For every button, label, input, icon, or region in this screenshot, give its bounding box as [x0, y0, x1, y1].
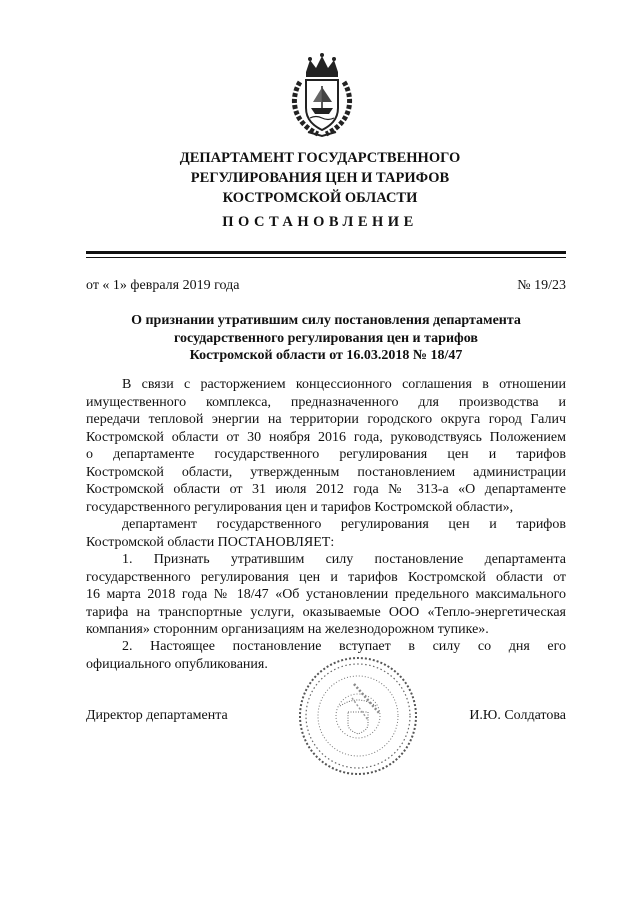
paragraph-line: Костромской области от 30 ноября 2016 года, руководствуясь Положением: [86, 429, 566, 445]
preamble-paragraph: [86, 376, 566, 516]
document-type-heading: ПОСТАНОВЛЕНИЕ: [222, 214, 418, 230]
resolution-intro-paragraph: [86, 516, 566, 551]
document-subject: [100, 312, 552, 365]
paragraph-line: официального опубликования.: [86, 656, 268, 672]
clause-1-paragraph: [86, 551, 566, 639]
paragraph-line: о департаменте государственного регулирования цен и тарифов: [86, 447, 566, 462]
paragraph-line: компания» сторонним организациям на железнодорожном тупике».: [86, 622, 489, 637]
paragraph-line: государственного регулирования цен и тарифов Костромской области»,: [86, 499, 514, 515]
subject-line: О признании утратившим силу постановления департамента: [131, 313, 521, 328]
header-divider-thick: [86, 251, 566, 254]
document-date: от « 1» февраля 2019 года: [86, 278, 240, 293]
official-seal: [296, 654, 420, 778]
paragraph-line: 16 марта 2018 года № 18/47 «Об установлении предельного максимального: [86, 587, 566, 602]
signatory-title: Директор департамента: [86, 708, 228, 723]
header-divider-thin: [86, 257, 566, 258]
subject-line: государственного регулирования цен и тарифов: [174, 330, 478, 346]
paragraph-line: передачи тепловой энергии на территории городского округа город Галич: [86, 412, 566, 427]
document-number: № 19/23: [517, 278, 566, 293]
paragraph-line: имущественного комплекса, предназначенного для производства и: [86, 394, 566, 410]
paragraph-line: Костромской области, утвержденным постановлением администрации: [86, 464, 566, 480]
paragraph-line: государственного регулирования цен и тарифов Костромской области от: [86, 569, 566, 585]
coat-of-arms-emblem: [284, 52, 360, 138]
paragraph-line: 2. Настоящее постановление вступает в силу со дня его: [122, 639, 566, 654]
subject-line: Костромской области от 16.03.2018 № 18/47: [189, 348, 463, 363]
paragraph-line: 1. Признать утратившим силу постановление департамента: [122, 552, 566, 567]
organization-title: [120, 148, 520, 208]
signatory-name: И.Ю. Солдатова: [469, 708, 566, 723]
organization-title-line: ДЕПАРТАМЕНТ ГОСУДАРСТВЕННОГО: [179, 150, 461, 166]
paragraph-line: департамент государственного регулирования цен и тарифов: [122, 517, 566, 532]
paragraph-line: В связи с расторжением концессионного соглашения в отношении: [122, 377, 566, 392]
paragraph-line: Костромской области ПОСТАНОВЛЯЕТ:: [86, 534, 335, 550]
organization-title-line: РЕГУЛИРОВАНИЯ ЦЕН И ТАРИФОВ: [190, 170, 450, 186]
organization-title-line: КОСТРОМСКОЙ ОБЛАСТИ: [222, 190, 418, 206]
paragraph-line: тарифа на транспортные услуги, оказываемые ООО «Тепло-энергетическая: [86, 604, 566, 620]
paragraph-line: Костромской области от 31 июля 2012 года № 313-а «О департаменте: [86, 482, 566, 497]
